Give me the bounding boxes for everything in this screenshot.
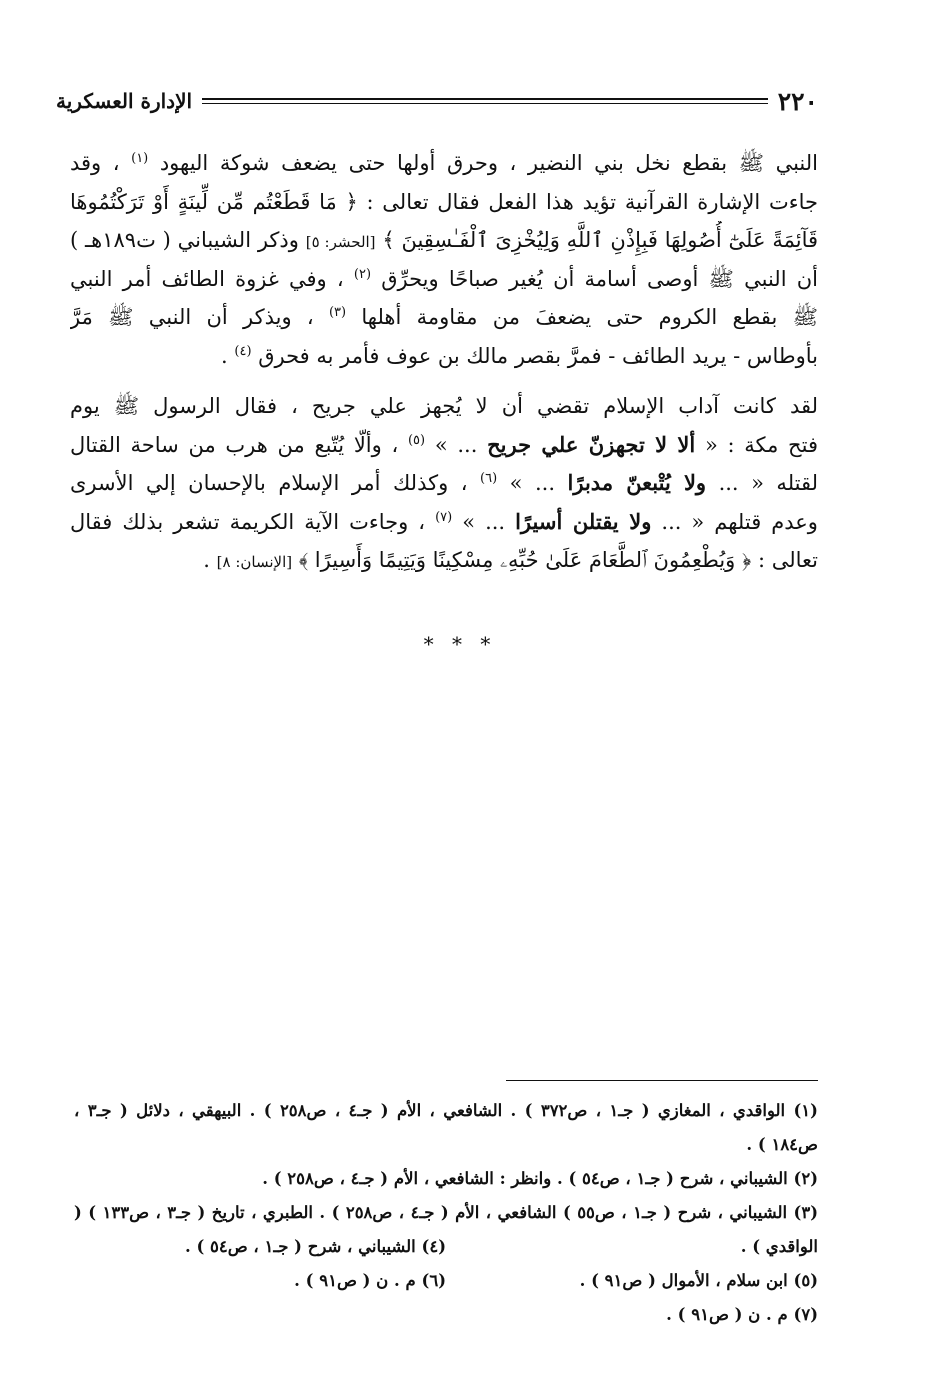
footnote-1: (١) الواقدي ، المغازي ( جـ١ ، ص٣٧٢ ) . الشافعي ، الأم ( جـ٤ ، ص٢٥٨ ) . البيهقي ، دلائل ( جـ٣ ،: [74, 1101, 818, 1120]
text-run: ، وفي غزوة الطائف أمر النبي: [70, 266, 344, 291]
text-run: .: [221, 343, 228, 368]
text-run: لقد كانت آداب الإسلام تقضي أن لا يُجهز علي جريح ، فقال الرسول ﷺ يوم: [70, 394, 818, 418]
footnote-ref: (٦): [480, 471, 498, 486]
footnote-ref: (١): [131, 151, 149, 166]
text-run: ، وألّا يُتّبع من هرب من ساحة القتال: [70, 432, 399, 457]
footnote-5: (٥) ابن سلام ، الأموال ( ص٩١ ) .: [579, 1271, 818, 1290]
hadith-quote: ولا يقتلن أسيرًا: [515, 508, 652, 534]
text-line: [70, 503, 818, 542]
footnote-3-cont: الواقدي ) .: [740, 1237, 818, 1256]
footnote-1-cont: ص١٨٤ ) .: [746, 1135, 818, 1154]
text-run: تعالى :: [757, 548, 818, 572]
page-number: ٢٢٠: [777, 86, 818, 116]
text-run: ، ويذكر أن النبي ﷺ مَرَّ: [70, 305, 314, 329]
text-run: ... »: [462, 509, 506, 534]
text-run: النبي ﷺ بقطع نخل بني النضير ، وحرق أولها حتى يضعف شوكة اليهود: [159, 151, 818, 175]
text-run: ... »: [434, 432, 478, 457]
text-run: وذكر الشيباني ( ت١٨٩هـ ): [70, 228, 299, 252]
quran-verse: قَآئِمَةً عَلَىٰٓ أُصُولِهَا فَبِإِذْنِ ٱللَّهِ وَلِيُخْزِىَ ٱلْفَـٰسِقِينَ ﴾: [382, 228, 818, 252]
section-separator: * * *: [423, 632, 497, 656]
footnote-ref: (٢): [353, 266, 372, 282]
text-line: [70, 337, 818, 376]
text-run: بأوطاس - يريد الطائف - فمرَّ بقصر مالك بن عوف فأمر به فحرق: [258, 343, 818, 368]
footnote-ref: (٤): [234, 343, 252, 359]
running-header: [56, 86, 818, 116]
text-line: [70, 387, 818, 426]
paragraph-gap: [70, 375, 818, 387]
text-run: ، وجاءت الآية الكريمة تشعر بذلك فقال: [70, 509, 426, 534]
text-run: جاءت الإشارة القرآنية تؤيد هذا الفعل فقال تعالى :: [366, 189, 818, 214]
footnote-ref: (٣): [328, 305, 347, 320]
header-rule: [202, 98, 768, 104]
footnote-7: (٧) م . ن ( ص٩١ ) .: [666, 1305, 818, 1324]
footnote-row: [74, 1264, 818, 1298]
text-run: وعدم قتلهم « ...: [661, 509, 818, 534]
footnote-ref: (٥): [407, 432, 426, 448]
running-title: الإدارة العسكرية: [56, 89, 193, 113]
hadith-quote: ألا لا تجهزنّ علي جريح: [487, 431, 696, 457]
footnote-row: [74, 1230, 818, 1264]
text-line: [70, 541, 818, 580]
text-run: فتح مكة : «: [704, 432, 818, 457]
text-line: [70, 260, 818, 299]
footnote-6: (٦) م . ن ( ص٩١ ) .: [294, 1271, 446, 1290]
text-run: .: [203, 548, 210, 572]
verse-reference: [الحشر: ٥]: [305, 233, 376, 251]
text-run: ، وكذلك أمر الإسلام بالإحسان إلي الأسرى: [70, 471, 468, 495]
footnote-4: (٤) الشيباني ، شرح ( جـ١ ، ص٥٤ ) .: [184, 1237, 446, 1256]
text-line: [70, 183, 818, 222]
footnote-ref: (٧): [435, 509, 453, 525]
footnotes: [74, 1094, 818, 1332]
text-line: [70, 464, 818, 503]
text-line: [70, 144, 818, 183]
quran-verse: ﴿ مَا قَطَعْتُم مِّن لِّينَةٍ أَوْ تَرَكْتُمُوهَا: [70, 189, 358, 214]
footnote-3: (٣) الشيباني ، شرح ( جـ١ ، ص٥٥ ) الشافعي ، الأم ( جـ٤ ، ص٢٥٨ ) . الطبري ، تاريخ ( جـ٣ ، ص١٣٣ ) (: [74, 1203, 818, 1222]
hadith-quote: ولا يُتْبعنّ مدبرًا: [567, 470, 707, 495]
footnote-2: (٢) الشيباني ، شرح ( جـ١ ، ص٥٤ ) . وانظر : الشافعي ، الأم ( جـ٤ ، ص٢٥٨ ) .: [262, 1169, 818, 1188]
text-line: [70, 426, 818, 465]
text-line: [70, 298, 818, 337]
text-run: ، وقد: [70, 151, 120, 175]
text-run: أن النبي ﷺ أوصى أسامة أن يُغير صباحًا ويحرِّق: [381, 266, 818, 291]
text-run: لقتله « ...: [718, 471, 818, 495]
quran-verse: ﴿ وَيُطْعِمُونَ ٱلطَّعَامَ عَلَىٰ حُبِّهِۦ مِسْكِينًا وَيَتِيمًا وَأَسِيرًا ﴾: [298, 548, 752, 572]
text-run: ... »: [509, 471, 556, 495]
text-line: [70, 221, 818, 260]
footnote-rule: [506, 1080, 818, 1081]
main-text: [70, 144, 818, 580]
text-run: ﷺ بقطع الكروم حتى يضعفَ من مقاومة أهلها: [361, 305, 818, 329]
verse-reference: [الإنسان: ٨]: [216, 553, 293, 571]
